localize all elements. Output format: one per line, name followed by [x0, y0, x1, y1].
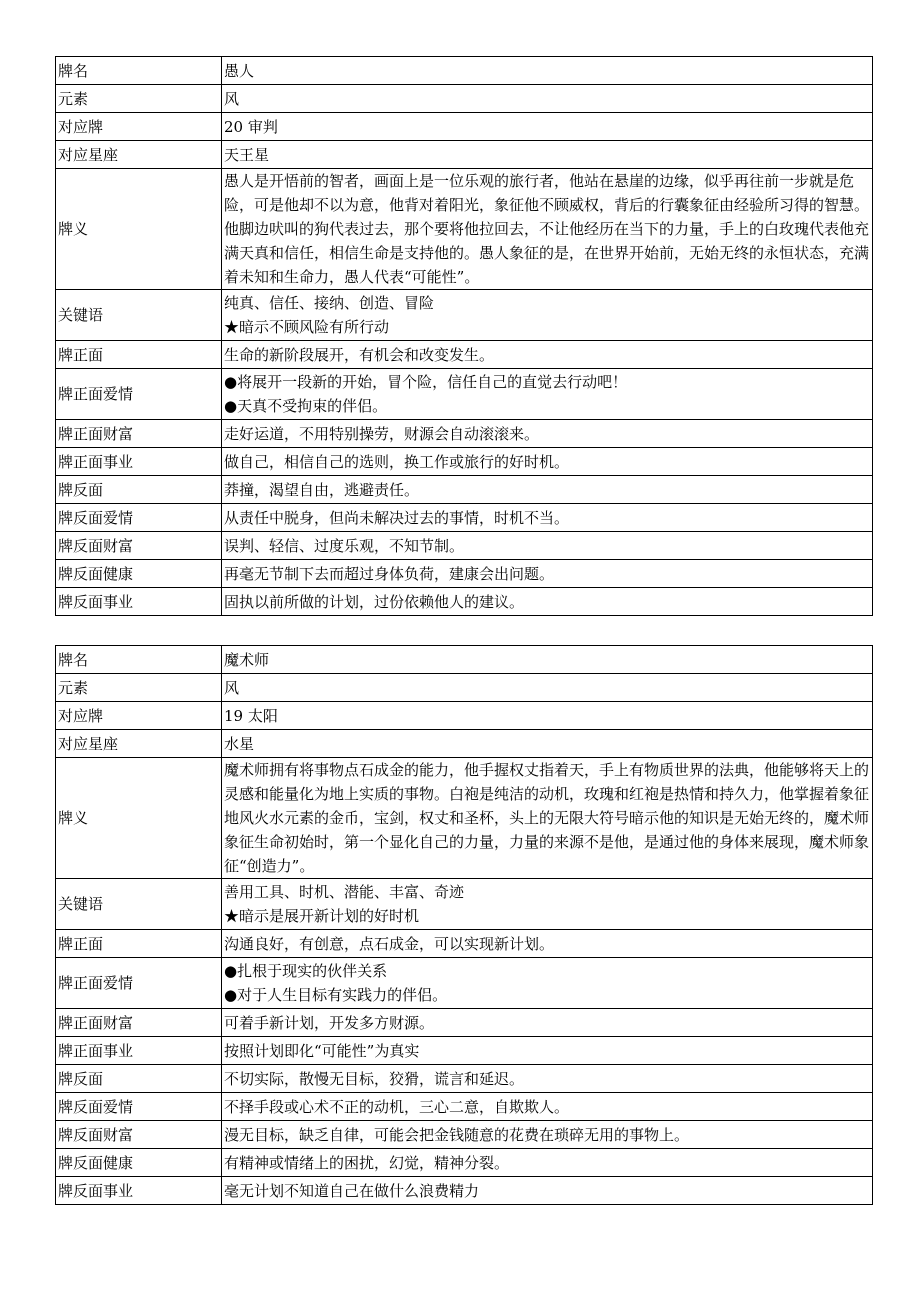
table-row — [56, 504, 873, 532]
table-row — [56, 1037, 873, 1065]
field-label: 牌正面事业 — [56, 1037, 222, 1065]
table-row — [56, 958, 873, 1009]
table-row — [56, 1093, 873, 1121]
field-label: 牌正面 — [56, 341, 222, 369]
field-label: 牌名 — [56, 646, 222, 674]
field-value: 19 太阳 — [222, 702, 873, 730]
table-row — [56, 674, 873, 702]
table-row — [56, 560, 873, 588]
table-row — [56, 702, 873, 730]
field-label: 元素 — [56, 85, 222, 113]
field-label: 牌反面 — [56, 476, 222, 504]
field-label: 关键语 — [56, 290, 222, 341]
field-value: 从责任中脱身，但尚未解决过去的事情，时机不当。 — [222, 504, 873, 532]
table-row — [56, 476, 873, 504]
field-label: 牌正面爱情 — [56, 369, 222, 420]
table-row — [56, 1121, 873, 1149]
field-label: 牌反面财富 — [56, 532, 222, 560]
field-label: 对应牌 — [56, 702, 222, 730]
field-label: 牌反面爱情 — [56, 504, 222, 532]
table-row — [56, 113, 873, 141]
table-row — [56, 341, 873, 369]
table-row — [56, 420, 873, 448]
table-row — [56, 141, 873, 169]
field-label: 对应星座 — [56, 730, 222, 758]
field-label: 牌反面事业 — [56, 1177, 222, 1205]
field-value: 固执以前所做的计划，过份依赖他人的建议。 — [222, 588, 873, 616]
field-value: 误判、轻信、过度乐观，不知节制。 — [222, 532, 873, 560]
tarot-card-table-fool — [55, 56, 873, 616]
field-label: 牌名 — [56, 57, 222, 85]
field-value: 愚人是开悟前的智者，画面上是一位乐观的旅行者，他站在悬崖的边缘，似乎再往前一步就是危险，可是他却不以为意，他背对着阳光，象征他不顾威权，背后的行囊象征由经验所习得的智慧。他脚边吠叫的狗代表过去，那个要将他拉回去，不让他经历在当下的力量，手上的白玫瑰代表他充满天真和信任，相信生命是支持他的。愚人象征的是，在世界开始前，无始无终的永恒状态，充满着未知和生命力，愚人代表“可能性”。 — [222, 169, 873, 290]
table-row — [56, 1177, 873, 1205]
tarot-card-table-magician — [55, 645, 873, 1205]
field-label: 牌正面财富 — [56, 420, 222, 448]
field-label: 牌正面财富 — [56, 1009, 222, 1037]
field-value-line: 纯真、信任、接纳、创造、冒险 — [224, 294, 435, 312]
field-label: 元素 — [56, 674, 222, 702]
field-label: 牌义 — [56, 758, 222, 879]
field-value — [222, 958, 873, 1009]
table-row — [56, 290, 873, 341]
field-value: 毫无计划不知道自己在做什么浪费精力 — [222, 1177, 873, 1205]
field-value: 魔术师 — [222, 646, 873, 674]
field-value: 魔术师拥有将事物点石成金的能力，他手握权丈指着天，手上有物质世界的法典，他能够将天上的灵感和能量化为地上实质的事物。白袍是纯洁的动机，玫瑰和红袍是热情和持久力，他掌握着象征地风火水元素的金币，宝剑，权丈和圣杯，头上的无限大符号暗示他的知识是无始无终的，魔术师象征生命初始时，第一个显化自己的力量，力量的来源不是他，是通过他的身体来展现，魔术师象征“创造力”。 — [222, 758, 873, 879]
field-value: 20 审判 — [222, 113, 873, 141]
table-row — [56, 57, 873, 85]
field-value: 不择手段或心术不正的动机，三心二意，自欺欺人。 — [222, 1093, 873, 1121]
table-row — [56, 1149, 873, 1177]
field-value: 可着手新计划，开发多方财源。 — [222, 1009, 873, 1037]
field-label: 牌正面事业 — [56, 448, 222, 476]
field-value-line: ●将展开一段新的开始，冒个险，信任自己的直觉去行动吧！ — [224, 373, 628, 391]
field-label: 对应星座 — [56, 141, 222, 169]
field-label: 关键语 — [56, 879, 222, 930]
field-value: 走好运道，不用特别操劳，财源会自动滚滚来。 — [222, 420, 873, 448]
field-value: 天王星 — [222, 141, 873, 169]
field-value: 按照计划即化“可能性”为真实 — [222, 1037, 873, 1065]
table-row — [56, 758, 873, 879]
field-value-line: ★暗示不顾风险有所行动 — [224, 318, 390, 336]
field-label: 牌反面健康 — [56, 560, 222, 588]
field-label: 牌反面 — [56, 1065, 222, 1093]
field-label: 牌反面健康 — [56, 1149, 222, 1177]
field-value: 水星 — [222, 730, 873, 758]
field-value — [222, 290, 873, 341]
field-value: 不切实际，散慢无目标，狡猾，谎言和延迟。 — [222, 1065, 873, 1093]
field-label: 牌义 — [56, 169, 222, 290]
field-value: 沟通良好，有创意，点石成金，可以实现新计划。 — [222, 930, 873, 958]
field-value-line: ★暗示是展开新计划的好时机 — [224, 907, 420, 925]
table-row — [56, 879, 873, 930]
field-label: 牌反面事业 — [56, 588, 222, 616]
table-row — [56, 448, 873, 476]
field-value-line: ●天真不受拘束的伴侣。 — [224, 397, 388, 415]
table-row — [56, 169, 873, 290]
field-value: 风 — [222, 674, 873, 702]
table-row — [56, 588, 873, 616]
field-value-line: ●扎根于现实的伙伴关系 — [224, 962, 388, 980]
table-row — [56, 646, 873, 674]
field-value: 做自己，相信自己的选则，换工作或旅行的好时机。 — [222, 448, 873, 476]
field-value-line: 善用工具、时机、潜能、丰富、奇迹 — [224, 883, 465, 901]
field-value: 再毫无节制下去而超过身体负荷，建康会出问题。 — [222, 560, 873, 588]
table-row — [56, 1065, 873, 1093]
field-label: 牌反面爱情 — [56, 1093, 222, 1121]
field-value — [222, 369, 873, 420]
table-row — [56, 369, 873, 420]
field-value: 风 — [222, 85, 873, 113]
field-value: 生命的新阶段展开，有机会和改变发生。 — [222, 341, 873, 369]
field-value: 漫无目标，缺乏自律，可能会把金钱随意的花费在琐碎无用的事物上。 — [222, 1121, 873, 1149]
field-label: 牌正面爱情 — [56, 958, 222, 1009]
field-value-line: ●对于人生目标有实践力的伴侣。 — [224, 986, 448, 1004]
field-value: 愚人 — [222, 57, 873, 85]
table-row — [56, 930, 873, 958]
table-row — [56, 730, 873, 758]
field-value: 莽撞，渴望自由，逃避责任。 — [222, 476, 873, 504]
field-label: 牌正面 — [56, 930, 222, 958]
field-label: 牌反面财富 — [56, 1121, 222, 1149]
field-value: 有精神或情绪上的困扰，幻觉，精神分裂。 — [222, 1149, 873, 1177]
field-label: 对应牌 — [56, 113, 222, 141]
table-row — [56, 1009, 873, 1037]
table-row — [56, 85, 873, 113]
field-value — [222, 879, 873, 930]
table-row — [56, 532, 873, 560]
